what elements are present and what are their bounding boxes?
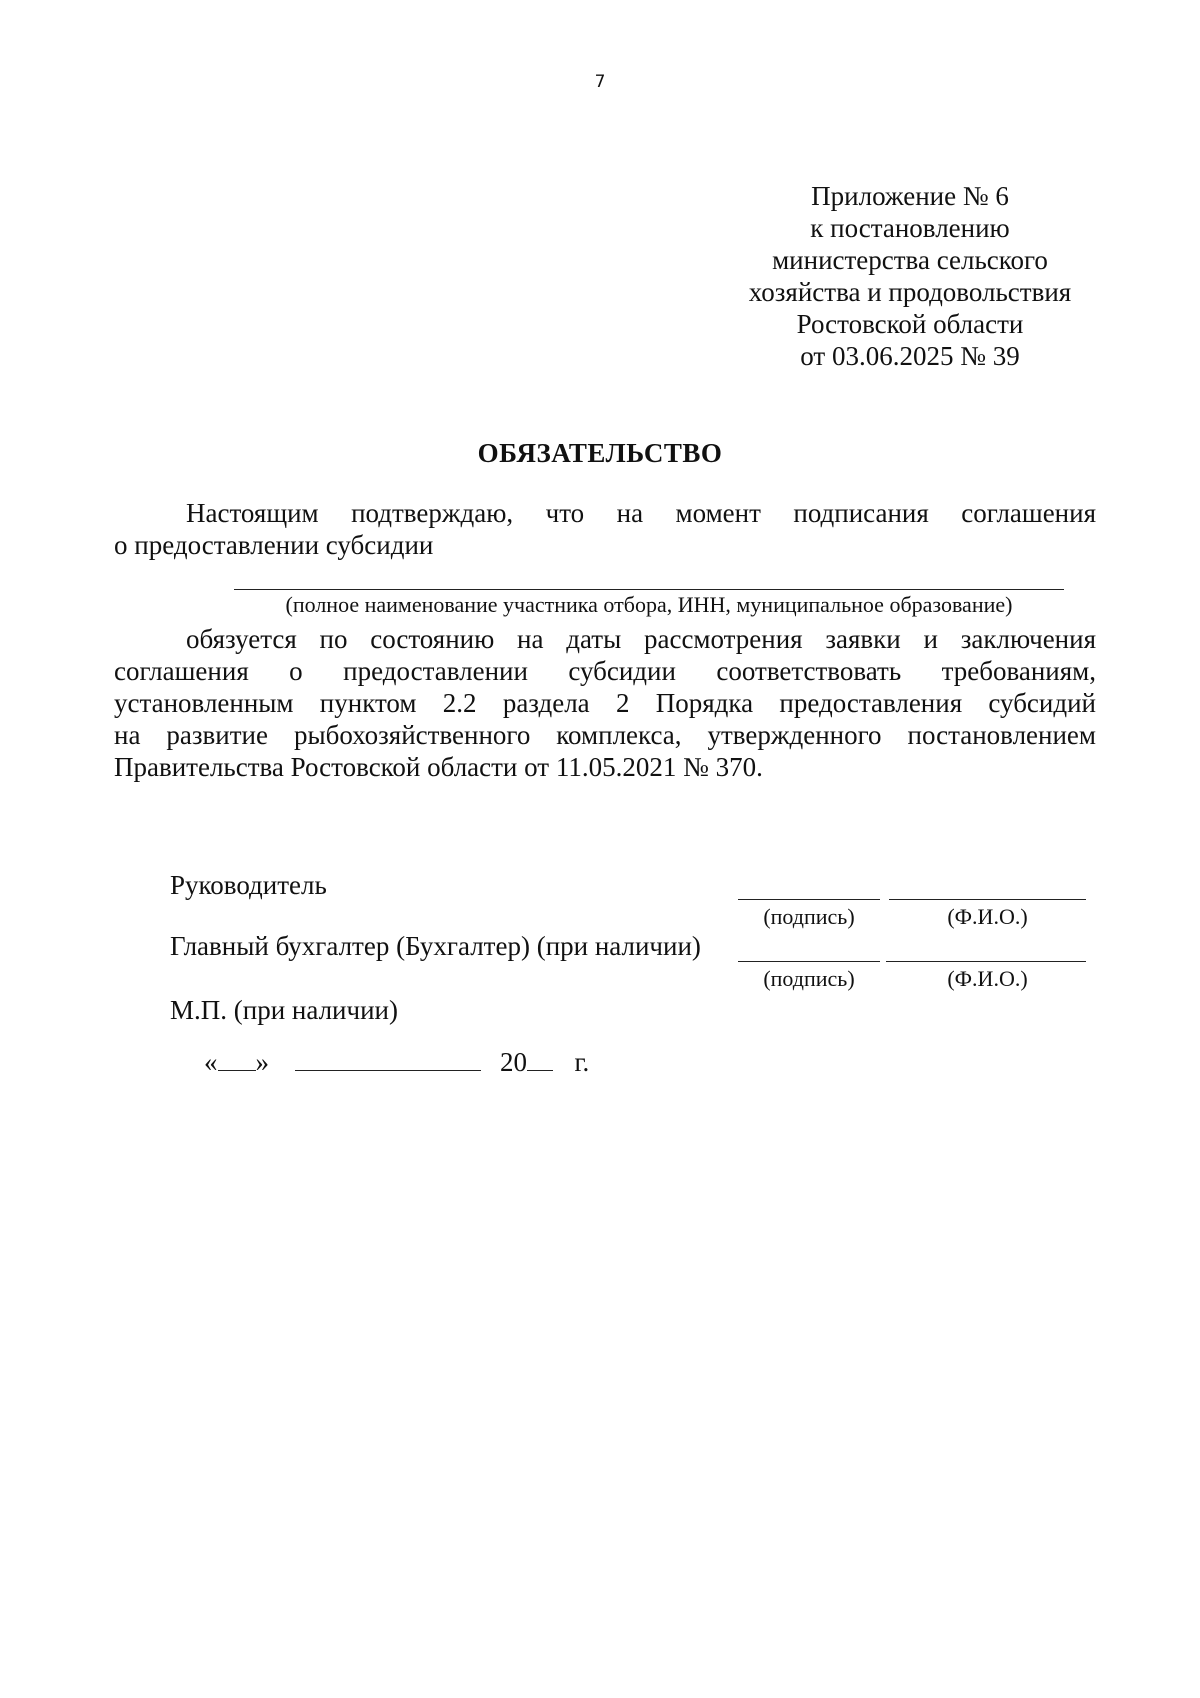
head-label: Руководитель	[170, 870, 327, 900]
month-field[interactable]	[295, 1046, 481, 1071]
appendix-line: к постановлению	[810, 213, 1010, 243]
document-title: ОБЯЗАТЕЛЬСТВО	[477, 438, 723, 468]
date-line	[204, 1046, 589, 1078]
paragraph-line: обязуется по состоянию на даты рассмотрения заявки и заключения	[186, 624, 1096, 654]
paragraph-line: соглашения о предоставлении субсидии соответствовать требованиям,	[114, 656, 1096, 686]
name-caption: (Ф.И.О.)	[947, 966, 1028, 991]
appendix-line: Ростовской области	[796, 309, 1024, 339]
year-field[interactable]	[527, 1046, 553, 1071]
appendix-line: от 03.06.2025 № 39	[800, 341, 1020, 371]
head-signature-field[interactable]	[738, 899, 880, 900]
date-open-quote: «	[204, 1047, 218, 1077]
paragraph-line: Настоящим подтверждаю, что на момент подписания соглашения	[186, 498, 1096, 528]
participant-name-field[interactable]	[234, 589, 1064, 590]
signature-caption: (подпись)	[763, 904, 855, 929]
signature-caption: (подпись)	[763, 966, 855, 991]
paragraph-line: на развитие рыбохозяйственного комплекса, утвержденного постановлением	[114, 720, 1096, 750]
day-field[interactable]	[218, 1046, 256, 1071]
paragraph-line: установленным пунктом 2.2 раздела 2 Порядка предоставления субсидий	[114, 688, 1096, 718]
stamp-label: М.П. (при наличии)	[170, 995, 398, 1025]
year-prefix: 20	[500, 1047, 527, 1077]
accountant-name-field[interactable]	[886, 961, 1086, 962]
head-name-field[interactable]	[889, 899, 1086, 900]
page-number: 7	[594, 72, 606, 92]
participant-name-caption: (полное наименование участника отбора, ИНН, муниципальное образование)	[285, 592, 1013, 617]
accountant-label: Главный бухгалтер (Бухгалтер) (при наличии)	[170, 931, 701, 961]
accountant-signature-field[interactable]	[738, 961, 880, 962]
date-close-quote: »	[255, 1047, 269, 1077]
appendix-line: Приложение № 6	[811, 181, 1009, 211]
obligation-paragraph	[114, 623, 1096, 783]
year-suffix: г.	[574, 1047, 590, 1077]
appendix-line: министерства сельского	[772, 245, 1048, 275]
confirmation-paragraph	[114, 497, 1096, 561]
paragraph-line: о предоставлении субсидии	[114, 530, 434, 560]
appendix-block	[740, 180, 1080, 372]
paragraph-line: Правительства Ростовской области от 11.05.2021 № 370.	[114, 752, 763, 782]
name-caption: (Ф.И.О.)	[947, 904, 1028, 929]
appendix-line: хозяйства и продовольствия	[748, 277, 1072, 307]
